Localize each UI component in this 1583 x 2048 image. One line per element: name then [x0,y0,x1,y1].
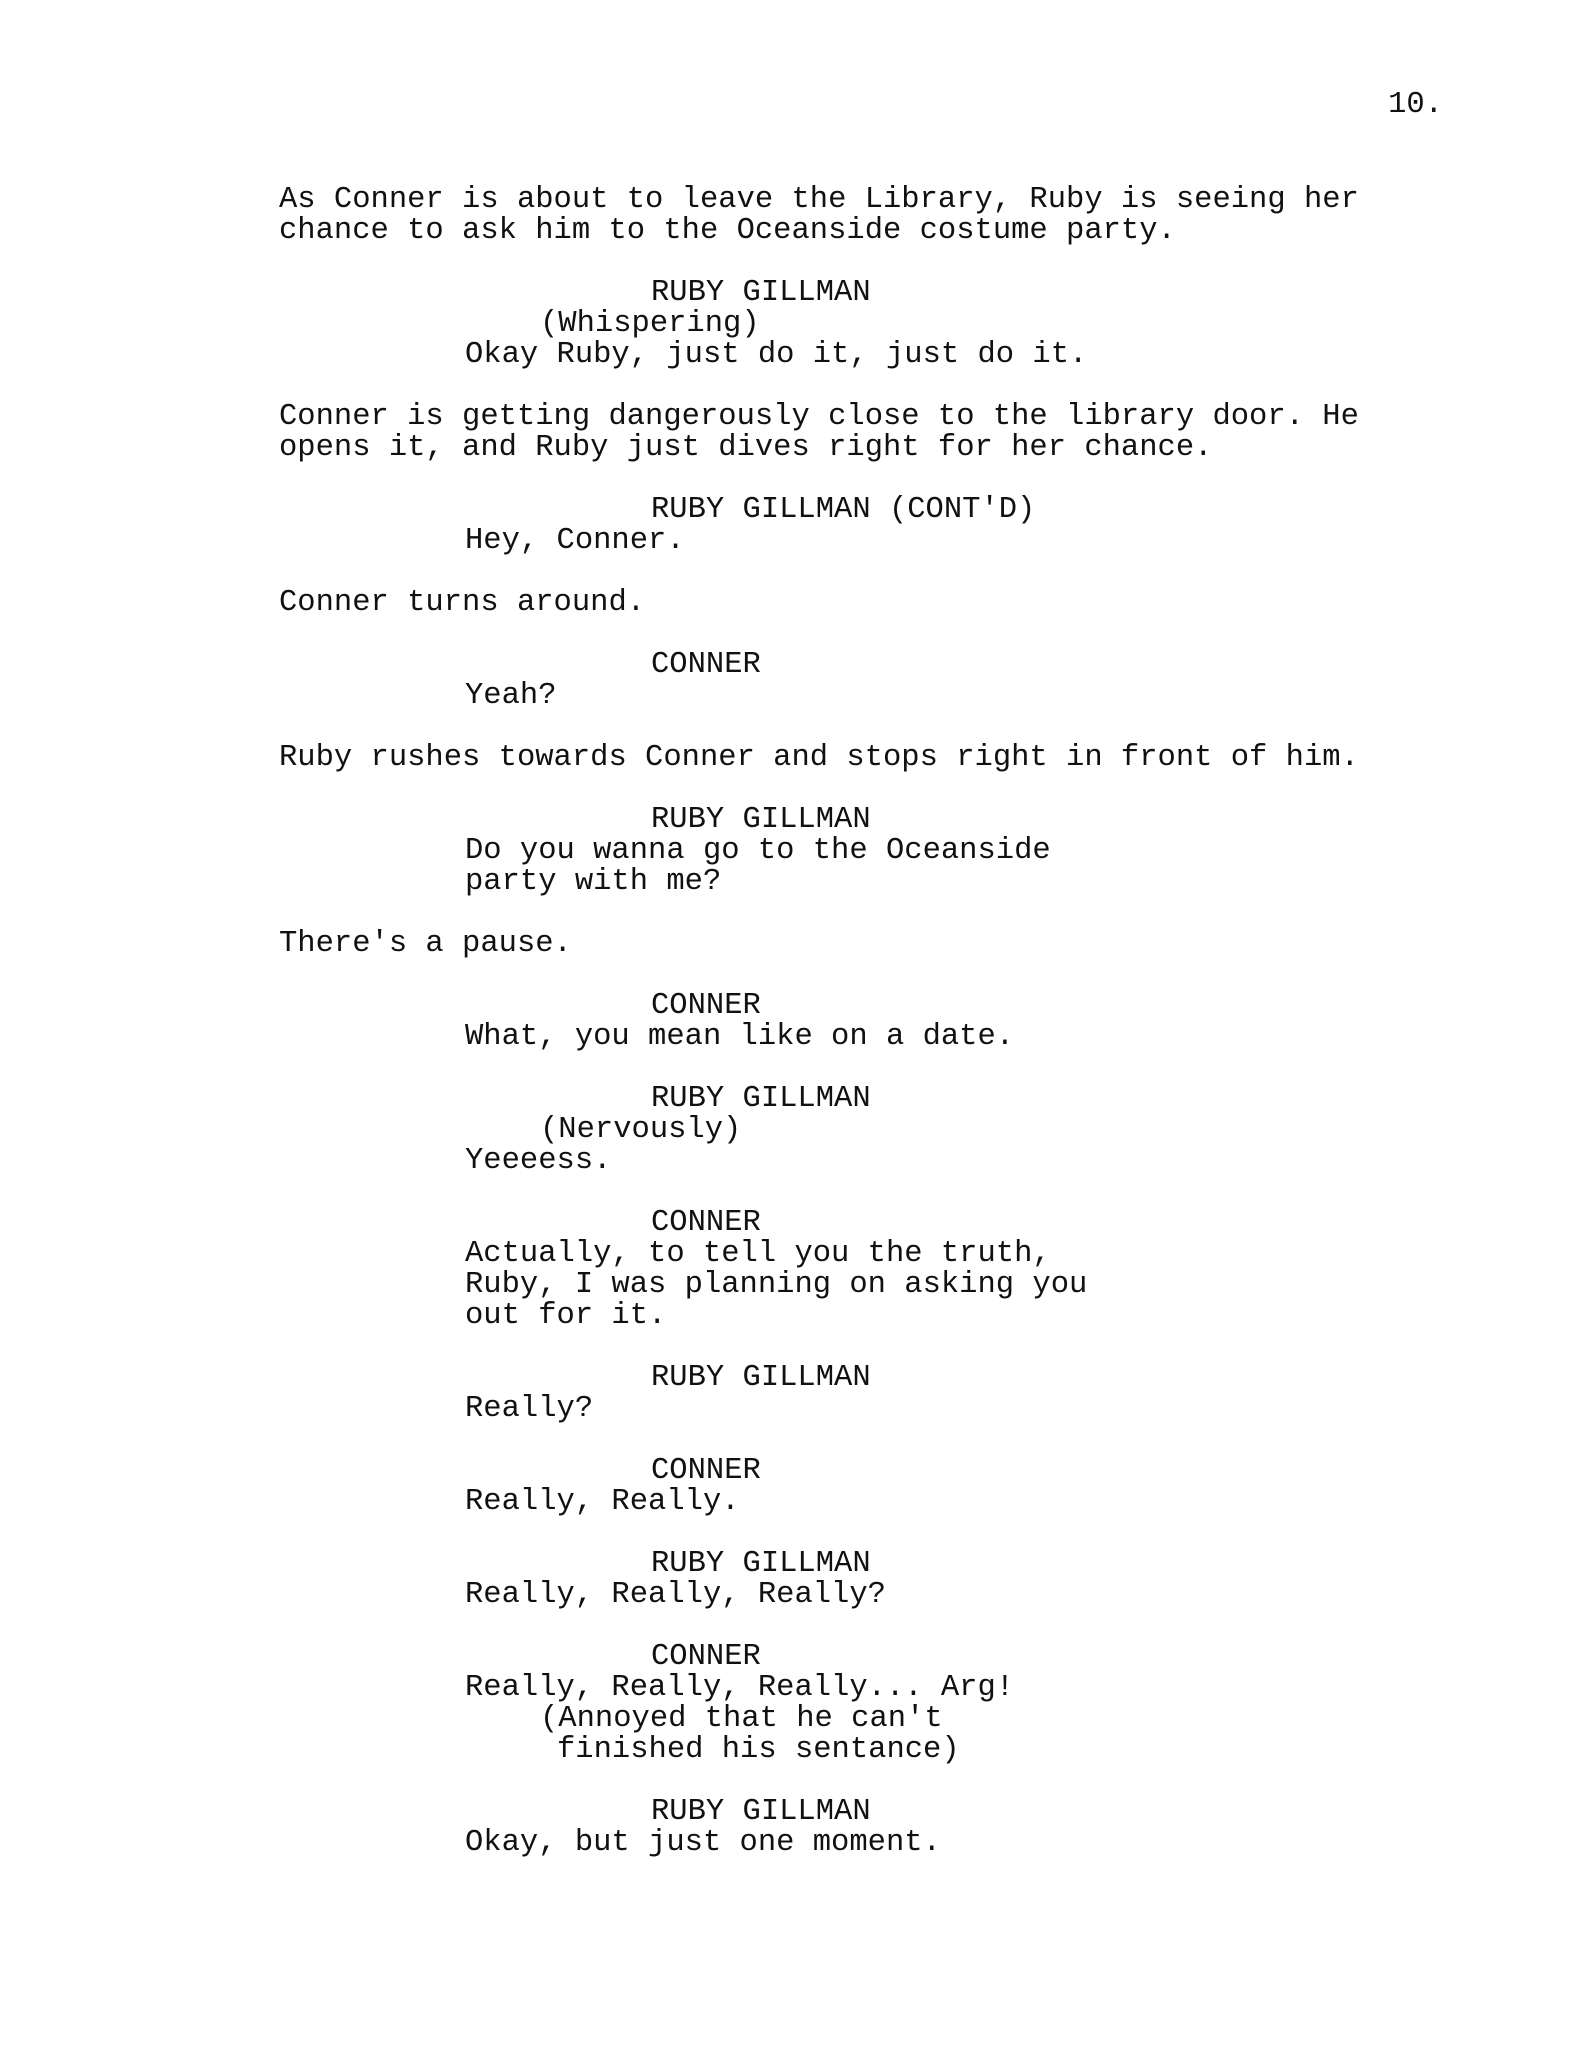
dialogue-block [0,1239,1583,1332]
dialogue-line: party with me? [465,865,722,899]
character-line: RUBY GILLMAN [651,276,871,310]
blank-line [0,898,1583,929]
action-line: chance to ask him to the Oceanside costume party. [279,214,1176,248]
action-line: As Conner is about to leave the Library, Ruby is seeing her [279,183,1359,217]
dialogue-block [0,681,1583,712]
action-line: Conner is getting dangerously close to the library door. He [279,400,1359,434]
dialogue-line: Really, Really, Really... Arg! [465,1671,1015,1705]
dialogue-line: Yeeeess. [465,1144,612,1178]
character-block [0,1084,1583,1115]
character-block [0,1797,1583,1828]
blank-line [0,1766,1583,1797]
action-line: Conner turns around. [279,586,646,620]
character-line: CONNER [651,1454,761,1488]
dialogue-line: What, you mean like on a date. [465,1020,1015,1054]
character-block [0,1642,1583,1673]
character-line: RUBY GILLMAN (CONT'D) [651,493,1036,527]
dialogue-block [0,526,1583,557]
parenthetical-line: finished his sentance) [557,1733,960,1767]
dialogue-block [0,1487,1583,1518]
dialogue-line: Okay Ruby, just do it, just do it. [465,338,1088,372]
character-line: RUBY GILLMAN [651,1795,871,1829]
dialogue-line: out for it. [465,1299,667,1333]
character-line: CONNER [651,648,761,682]
character-line: CONNER [651,989,761,1023]
parenthetical-line: (Whispering) [540,307,760,341]
action-line: opens it, and Ruby just dives right for her chance. [279,431,1213,465]
character-block [0,650,1583,681]
character-line: RUBY GILLMAN [651,803,871,837]
dialogue-line: Yeah? [465,679,557,713]
character-block [0,1456,1583,1487]
dialogue-block [0,1394,1583,1425]
parenthetical-line: (Nervously) [540,1113,742,1147]
blank-line [0,774,1583,805]
blank-line [0,557,1583,588]
dialogue-line: Really, Really, Really? [465,1578,886,1612]
blank-line [0,1053,1583,1084]
character-block [0,991,1583,1022]
character-line: RUBY GILLMAN [651,1361,871,1395]
character-line: RUBY GILLMAN [651,1547,871,1581]
dialogue-block [0,1146,1583,1177]
blank-line [0,619,1583,650]
dialogue-block [0,1828,1583,1859]
parenthetical-block [0,309,1583,340]
character-block [0,1549,1583,1580]
parenthetical-block [0,1704,1583,1766]
blank-line [0,371,1583,402]
dialogue-block [0,340,1583,371]
action-block [0,743,1583,774]
character-block [0,1363,1583,1394]
dialogue-block [0,1580,1583,1611]
character-line: CONNER [651,1206,761,1240]
character-line: RUBY GILLMAN [651,1082,871,1116]
character-block [0,278,1583,309]
action-block [0,402,1583,464]
action-line: Ruby rushes towards Conner and stops right in front of him. [279,741,1359,775]
blank-line [0,1518,1583,1549]
action-line: There's a pause. [279,927,572,961]
dialogue-line: Actually, to tell you the truth, [465,1237,1051,1271]
dialogue-line: Okay, but just one moment. [465,1826,941,1860]
action-block [0,185,1583,247]
action-block [0,929,1583,960]
dialogue-line: Really? [465,1392,594,1426]
script-body [0,185,1583,1859]
dialogue-block [0,836,1583,898]
blank-line [0,1177,1583,1208]
dialogue-block [0,1673,1583,1704]
character-block [0,495,1583,526]
dialogue-block [0,1022,1583,1053]
blank-line [0,1611,1583,1642]
dialogue-line: Ruby, I was planning on asking you [465,1268,1088,1302]
character-block [0,805,1583,836]
character-line: CONNER [651,1640,761,1674]
dialogue-line: Do you wanna go to the Oceanside [465,834,1051,868]
dialogue-line: Hey, Conner. [465,524,685,558]
action-block [0,588,1583,619]
parenthetical-line: (Annoyed that he can't [540,1702,943,1736]
blank-line [0,247,1583,278]
dialogue-line: Really, Really. [465,1485,740,1519]
blank-line [0,960,1583,991]
blank-line [0,1425,1583,1456]
parenthetical-block [0,1115,1583,1146]
blank-line [0,1332,1583,1363]
character-block [0,1208,1583,1239]
blank-line [0,712,1583,743]
blank-line [0,464,1583,495]
page-number: 10. [1388,88,1443,122]
